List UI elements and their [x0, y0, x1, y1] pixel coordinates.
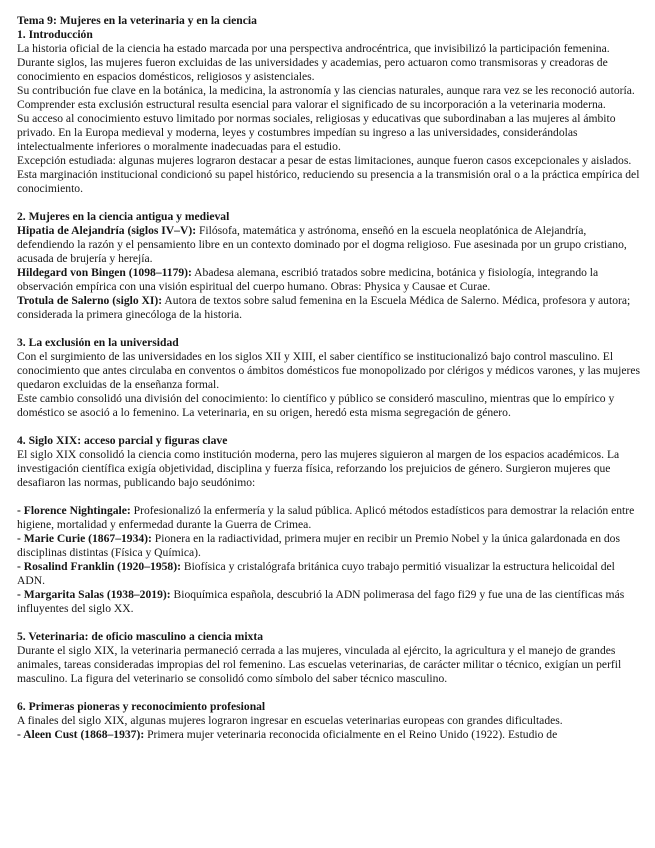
section-university-exclusion	[17, 336, 642, 420]
entry-text: Primera mujer veterinaria reconocida oficialmente en el Reino Unido (1922). Estudio de	[144, 728, 558, 741]
entry-text: Bioquímica española, descubrió la ADN polimerasa del fago fi29 y fue una de las científicas más influyentes del siglo XX.	[17, 588, 625, 615]
entry-name: - Florence Nightingale:	[17, 504, 131, 517]
entry	[17, 224, 642, 266]
section-veterinary	[17, 630, 642, 686]
section-ancient-medieval	[17, 210, 642, 322]
section-first-pioneers	[17, 700, 642, 742]
entry	[17, 504, 642, 532]
entry-name: - Aleen Cust (1868–1937):	[17, 728, 145, 741]
paragraph: Su contribución fue clave en la botánica, la medicina, la astronomía y las ciencias naturales, aunque rara vez se les reconoció autoría. Comprender esta exclusión estructural resulta esencial para valorar el significado de su incorporación a la veterinaria moderna.	[17, 84, 635, 111]
entry-name: - Margarita Salas (1938–2019):	[17, 588, 171, 601]
paragraph: Esta marginación institucional condicionó su papel histórico, reduciendo su presencia a la transmisión oral o a la práctica empírica del conocimiento.	[17, 168, 640, 195]
paragraph: A finales del siglo XIX, algunas mujeres lograron ingresar en escuelas veterinarias europeas con grandes dificultades.	[17, 714, 563, 727]
section-heading: 6. Primeras pioneras y reconocimiento profesional	[17, 700, 266, 713]
section-heading: 1. Introducción	[17, 28, 93, 41]
entry	[17, 560, 642, 588]
section-introduction	[17, 28, 642, 196]
entry-name: Hipatia de Alejandría (siglos IV–V):	[17, 224, 197, 237]
entry-name: - Rosalind Franklin (1920–1958):	[17, 560, 181, 573]
paragraph: Este cambio consolidó una división del conocimiento: lo científico y público se consideró masculino, mientras que lo empírico y doméstico se asoció a lo femenino. La veterinaria, en su origen, heredó esta misma segregación de género.	[17, 392, 615, 419]
paragraph: La historia oficial de la ciencia ha estado marcada por una perspectiva androcéntrica, que invisibilizó la participación femenina. Durante siglos, las mujeres fueron excluidas de las universidades y academias, pero actuaron como transmisoras y creadoras de conocimiento en espacios domésticos, religiosos y asistenciales.	[17, 42, 610, 83]
entry-text: Autora de textos sobre salud femenina en la Escuela Médica de Salerno. Médica, profesora y autora; considerada la primera ginecóloga de la historia.	[17, 294, 631, 321]
section-heading: 4. Siglo XIX: acceso parcial y figuras clave	[17, 434, 228, 447]
entry-name: Trotula de Salerno (siglo XI):	[17, 294, 163, 307]
entry-text: Abadesa alemana, escribió tratados sobre medicina, botánica y fisiología, integrando la observación empírica con una visión espiritual del cuerpo humano. Obras: Physica y Causae et Curae.	[17, 266, 599, 293]
paragraph: El siglo XIX consolidó la ciencia como institución moderna, pero las mujeres siguieron al margen de los espacios académicos. La investigación científica exigía objetividad, disciplina y fuerza física, reforzando los prejuicios de género. Surgieron mujeres que desafiaron las normas, publicando bajo seudónimo:	[17, 448, 620, 489]
entry-text: Biofísica y cristalógrafa británica cuyo trabajo permitió visualizar la estructura helicoidal del ADN.	[17, 560, 615, 587]
document-title: Tema 9: Mujeres en la veterinaria y en la ciencia	[17, 14, 257, 27]
paragraph: Su acceso al conocimiento estuvo limitado por normas sociales, religiosas y educativas que subordinaban a las mujeres al ámbito privado. En la Europa medieval y moderna, leyes y costumbres impedían su ingreso a las universidades, considerándolas intelectualmente inferiores o moralmente inadecuadas para el estudio.	[17, 112, 616, 153]
entry	[17, 266, 642, 294]
entry-name: Hildegard von Bingen (1098–1179):	[17, 266, 192, 279]
entry-text: Pionera en la radiactividad, primera mujer en recibir un Premio Nobel y la única galardonada en dos disciplinas distintas (Física y Química).	[17, 532, 620, 559]
entry-text: Filósofa, matemática y astrónoma, enseñó en la escuela neoplatónica de Alejandría, defendiendo la razón y el pensamiento libre en un contexto dominado por el dogma religioso. Fue asesinada por un grupo cristiano, acusada de brujería y herejía.	[17, 224, 627, 265]
spacer	[17, 490, 642, 504]
paragraph: Durante el siglo XIX, la veterinaria permaneció cerrada a las mujeres, vinculada al ejército, la agricultura y el manejo de grandes animales, tareas consideradas impropias del rol femenino. Las escuelas veterinarias, de carácter militar o técnico, exigían un perfil masculino. La figura del veterinario se consolidó como símbolo del saber técnico masculino.	[17, 644, 622, 685]
section-19th-century	[17, 434, 642, 616]
entry	[17, 728, 642, 742]
entry	[17, 294, 642, 322]
entry	[17, 588, 642, 616]
section-heading: 2. Mujeres en la ciencia antigua y medieval	[17, 210, 230, 223]
entry-name: - Marie Curie (1867–1934):	[17, 532, 152, 545]
entry	[17, 532, 642, 560]
section-heading: 5. Veterinaria: de oficio masculino a ciencia mixta	[17, 630, 264, 643]
section-heading: 3. La exclusión en la universidad	[17, 336, 179, 349]
paragraph: Con el surgimiento de las universidades en los siglos XII y XIII, el saber científico se institucionalizó bajo control masculino. El conocimiento que antes circulaba en conventos o ámbitos domésticos fue monopolizado por clérigos y médicos varones, y las mujeres quedaron excluidas de la enseñanza formal.	[17, 350, 640, 391]
entry-text: Profesionalizó la enfermería y la salud pública. Aplicó métodos estadísticos para demostrar la relación entre higiene, mortalidad y enfermedad durante la Guerra de Crimea.	[17, 504, 635, 531]
paragraph: Excepción estudiada: algunas mujeres lograron destacar a pesar de estas limitaciones, aunque fueron casos excepcionales y aislados.	[17, 154, 632, 167]
